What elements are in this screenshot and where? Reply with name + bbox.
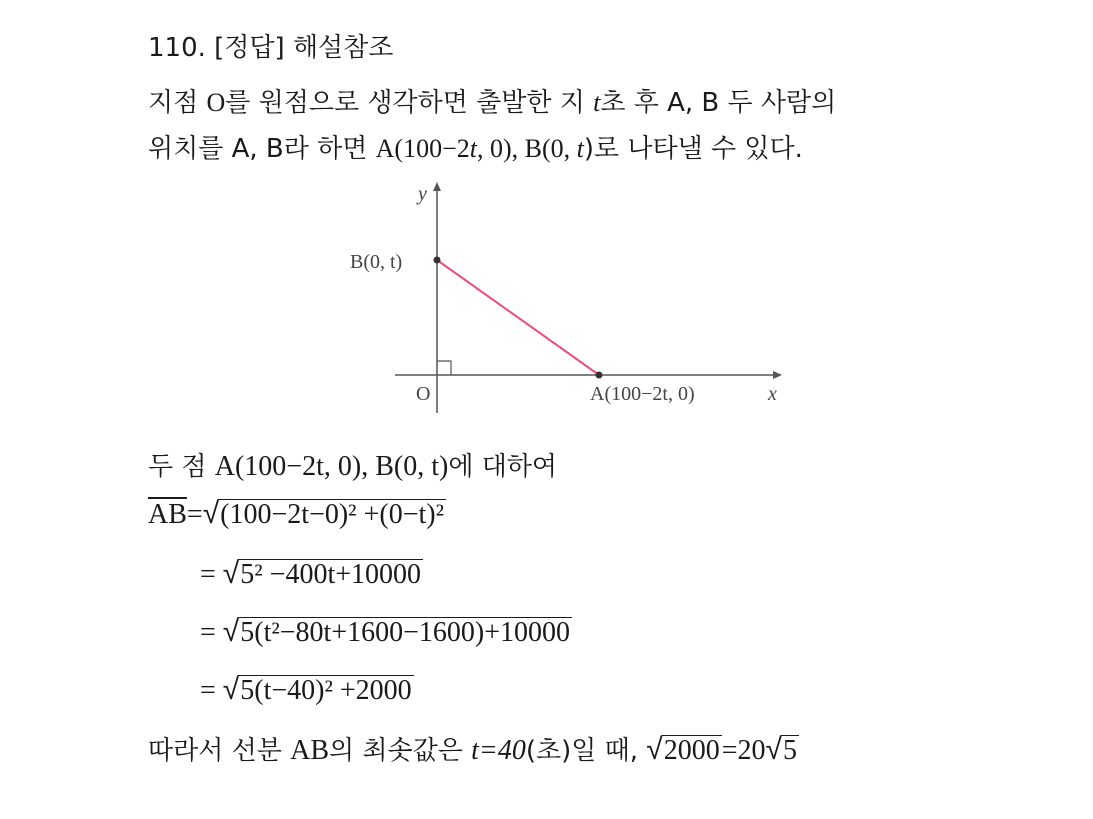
text: 위치를 A, B라 하면 xyxy=(148,134,376,164)
x-axis-label: x xyxy=(768,383,777,405)
right-angle-mark xyxy=(437,361,451,375)
radicand: 5(t²−80t+1600−1600)+10000 xyxy=(240,617,571,648)
radicand: 2000 xyxy=(663,735,720,766)
intro-line-2 xyxy=(148,128,803,165)
text: 두 점 xyxy=(148,452,215,482)
x-axis-arrow xyxy=(773,371,782,379)
segment-ab xyxy=(437,260,599,375)
sqrt-icon: √ xyxy=(222,672,240,707)
intro-line-1 xyxy=(148,82,836,119)
equals: = xyxy=(186,499,203,530)
point-a-label: A(100−2t, 0) xyxy=(590,383,695,405)
var-t: t xyxy=(593,88,601,117)
sqrt-icon: √ xyxy=(222,556,240,591)
equation-4 xyxy=(200,672,414,707)
segment-ab-label: $\overline{AB}$ xyxy=(148,499,187,530)
equation-1 xyxy=(148,496,446,531)
answer-label: [정답] 해설참조 xyxy=(214,33,394,63)
y-axis-arrow xyxy=(433,182,441,191)
segment-ab-label: AB xyxy=(290,735,330,766)
radicand: 5 xyxy=(783,735,798,766)
math: A(100−2t, 0), B(0, t) xyxy=(214,451,449,482)
coordinate-graph xyxy=(340,178,800,418)
point-b xyxy=(434,257,441,264)
radicand: (100−2t−0)² +(0−t)² xyxy=(220,499,444,530)
radicand: 5(t−40)² +2000 xyxy=(240,675,412,706)
problem-number: 110. xyxy=(148,33,206,63)
equals: = xyxy=(200,559,216,590)
problem-header xyxy=(148,27,393,64)
conclusion xyxy=(148,730,799,767)
point-b-label: B(0, t) xyxy=(350,251,403,273)
radicand: 5² −400t+10000 xyxy=(240,559,422,590)
text: 의 최솟값은 xyxy=(329,736,472,766)
text: )로 나타낼 수 있다. xyxy=(583,134,803,164)
equals: = xyxy=(200,617,216,648)
equation-3 xyxy=(200,614,572,649)
text: 지점 xyxy=(148,88,207,118)
y-axis-label: y xyxy=(418,183,427,205)
text: 를 원점으로 생각하면 출발한 지 xyxy=(225,88,594,118)
sqrt-icon: √ xyxy=(202,496,220,531)
math: t=40 xyxy=(471,735,526,766)
text: 초 후 A, B 두 사람의 xyxy=(600,88,837,118)
sqrt-icon: √ xyxy=(222,614,240,649)
math: A(100−2 xyxy=(375,134,470,163)
text: 따라서 선분 xyxy=(148,736,291,766)
var-t: t xyxy=(576,134,584,163)
text: (초)일 때, xyxy=(525,736,647,766)
equals: = xyxy=(200,675,216,706)
sqrt-icon: √ xyxy=(646,732,663,767)
equation-2 xyxy=(200,556,423,591)
point-o: O xyxy=(206,88,226,117)
point-a xyxy=(596,372,603,379)
math: , 0), B(0, xyxy=(477,134,577,163)
equals: =20 xyxy=(721,735,766,766)
solution-intro xyxy=(148,446,557,483)
text: 에 대하여 xyxy=(448,452,558,482)
var-t: t xyxy=(469,134,477,163)
origin-label: O xyxy=(416,383,431,405)
sqrt-icon: √ xyxy=(765,732,783,767)
